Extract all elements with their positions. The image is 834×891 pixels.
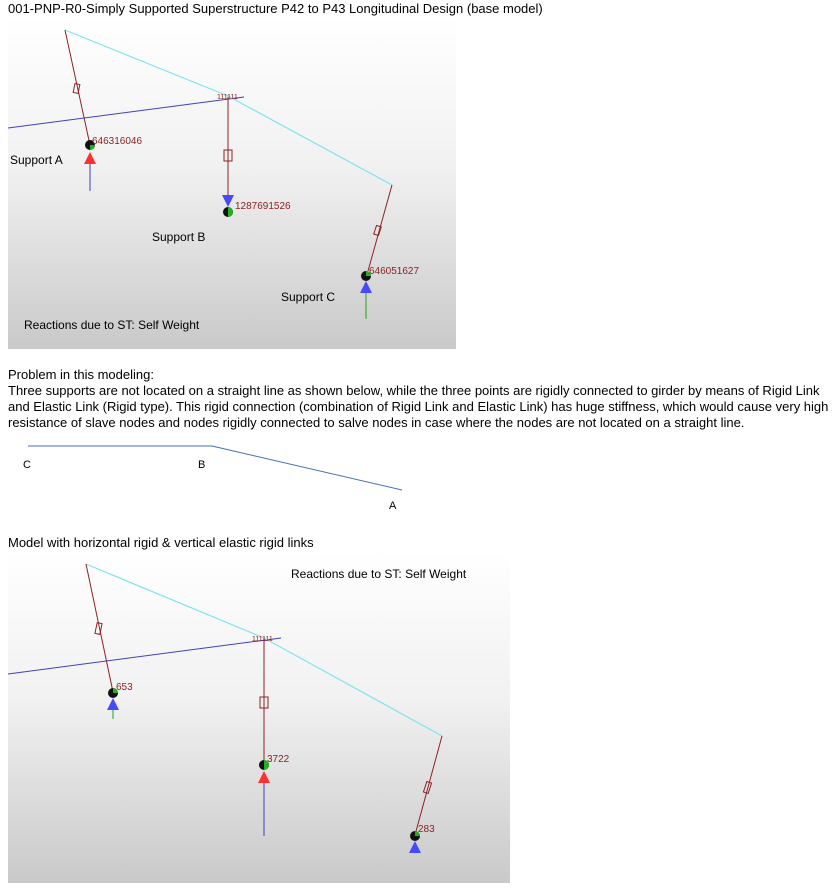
rigid-link-model-figure: [8, 551, 510, 883]
support-c-value: 283: [418, 824, 435, 835]
support-c-arrow: [360, 281, 372, 293]
support-a-value: 653: [116, 682, 133, 693]
support-b-node-green: [228, 207, 233, 217]
transverse-axis-line: [8, 97, 244, 128]
support-a-value: 646316046: [92, 136, 143, 147]
figure2-caption: Reactions due to ST: Self Weight: [291, 567, 467, 581]
sketch-label-b: B: [198, 459, 206, 471]
support-alignment-sketch: [0, 440, 834, 520]
support-b-value: 1287691526: [235, 201, 291, 212]
support-c-label: Support C: [281, 290, 336, 304]
base-model-figure: [8, 17, 456, 349]
link-c: [415, 736, 442, 835]
support-b-label: Support B: [152, 230, 206, 244]
support-b-value: 3722: [267, 754, 290, 765]
support-a-label: Support A: [10, 153, 63, 167]
sketch-label-a: A: [389, 500, 397, 512]
transverse-axis-line: [8, 638, 281, 674]
model2-heading: Model with horizontal rigid & vertical elastic rigid links: [8, 535, 314, 550]
support-c-arrow: [409, 841, 421, 853]
rigid-link-model-canvas: [8, 551, 510, 883]
problem-heading: Problem in this modeling:: [8, 367, 154, 382]
base-model-canvas: [8, 17, 456, 349]
support-c-value: 646051627: [369, 266, 420, 277]
support-a-arrow: [84, 152, 96, 164]
node-marker-text: 111111: [217, 94, 238, 101]
support-b-arrow: [222, 195, 234, 207]
sketch-label-c: C: [23, 459, 31, 471]
document-title: 001-PNP-R0-Simply Supported Superstructure P42 to P43 Longitudinal Design (base model): [8, 1, 543, 16]
figure1-caption: Reactions due to ST: Self Weight: [24, 318, 200, 332]
link-c-symbol: [374, 225, 382, 235]
node-marker-text: 111111: [252, 636, 273, 643]
sketch-segment-ba: [212, 446, 402, 490]
link-c: [368, 185, 392, 271]
support-a-arrow: [107, 698, 119, 710]
link-a: [86, 564, 113, 692]
problem-paragraph: Three supports are not located on a straight line as shown below, while the three points are rigidly connected to girder by means of Rigid Link and Elastic Link (Rigid type). This rigid connection (combination of Rigid Link and Elastic Link) has huge stiffness, which would cause very high resistance of slave nodes and nodes rigidly connected to salve nodes in case where the nodes are not located on a straight line.: [8, 383, 829, 430]
link-a: [65, 30, 90, 145]
support-b-arrow: [258, 771, 270, 783]
